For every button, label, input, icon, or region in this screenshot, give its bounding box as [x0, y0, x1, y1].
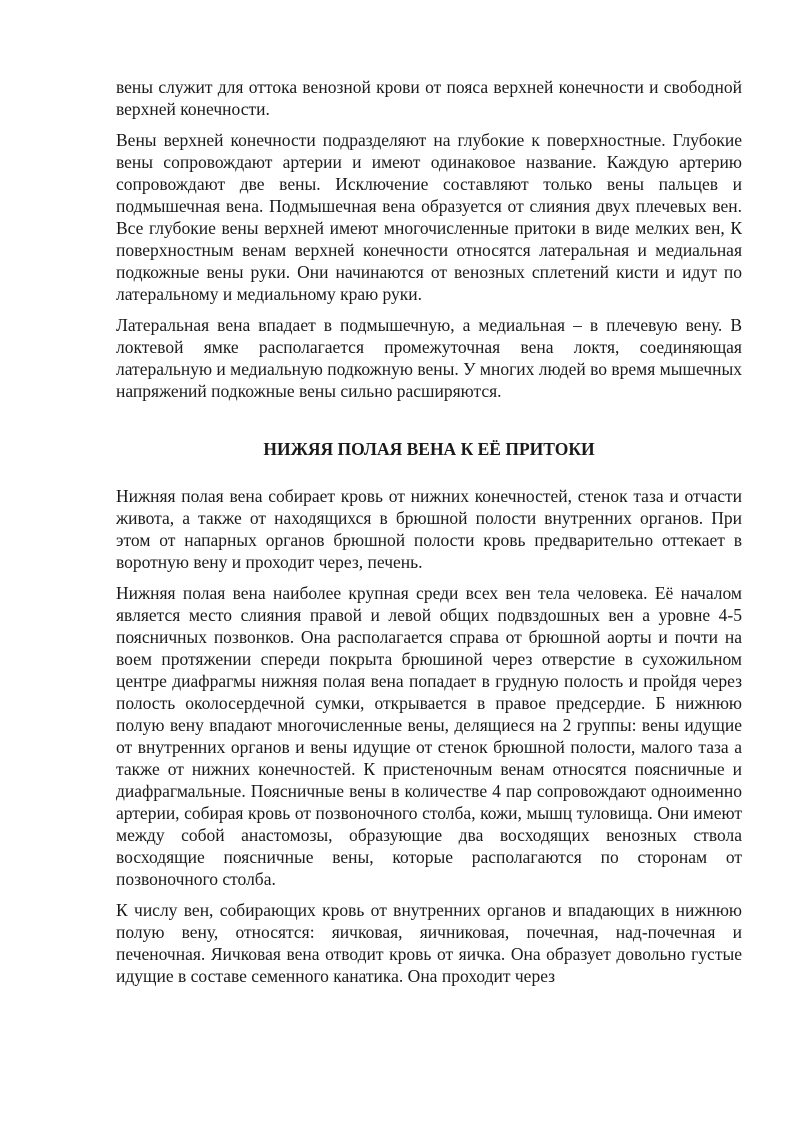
document-page [116, 76, 742, 996]
paragraph-ivc-visceral-veins: К числу вен, собирающих кровь от внутренних органов и впадающих в нижнюю полую вену, относятся: яичковая, яичниковая, почечная, над-почечная и печеночная. Яичковая вена отводит кровь от яичка. Она образует довольно густые идущие в составе семенного канатика. Она проходит через [116, 900, 742, 986]
paragraph-upper-limb-veins-end: вены служит для оттока венозной крови от пояса верхней конечности и свободной верхней конечности. [116, 77, 742, 119]
paragraph-ivc-collects: Нижняя полая вена собирает кровь от нижних конечностей, стенок таза и отчасти живота, а также от находящихся в брюшной полости внутренних органов. При этом от напарных органов брюшной полости кровь предварительно оттекает в воротную вену и проходит через, печень. [116, 486, 742, 572]
paragraph-upper-limb-veins-lateral: Латеральная вена впадает в подмышечную, а медиальная – в плечевую вену. В локтевой ямке располагается промежуточная вена локтя, соединяющая латеральную и медиальную подкожную вены. У многих людей во время мышечных напряжений подкожные вены сильно расширяются. [116, 315, 742, 401]
paragraph-upper-limb-veins-types: Вены верхней конечности подразделяют на глубокие к поверхностные. Глубокие вены сопровождают артерии и имеют одинаковое название. Каждую артерию сопровождают две вены. Исключение составляют только вены пальцев и подмышечная вена. Подмышечная вена образуется от слияния двух плечевых вен. Все глубокие вены верхней имеют многочисленные притоки в виде мелких вен, К поверхностным венам верхней конечности относятся латеральная и медиальная подкожные вены руки. Они начинаются от венозных сплетений кисти и идут по латеральному и медиальному краю руки. [116, 130, 742, 304]
paragraph-ivc-description: Нижняя полая вена наиболее крупная среди всех вен тела человека. Её началом является место слияния правой и левой общих подвздошных вен а уровне 4-5 поясничных позвонков. Она располагается справа от брюшной аорты и почти на воем протяжении спереди покрыта брюшиной через отверстие в сухожильном центре диафрагмы нижняя полая вена попадает в грудную полость и пройдя через полость околосердечной сумки, открывается в правое предсердие. Б нижнюю полую вену впадают многочисленные вены, делящиеся на 2 группы: вены идущие от внутренних органов и вены идущие от стенок брюшной полости, малого таза а также от нижних конечностей. К пристеночным венам относятся поясничные и диафрагмальные. Поясничные вены в количестве 4 пар сопровождают одноименно артерии, собирая кровь от позвоночного столба, кожи, мышц туловища. Они имеют между собой анастомозы, образующие два восходящих венозных ствола восходящие поясничные вены, которые располагаются по сторонам от позвоночного столба. [116, 583, 742, 889]
section-heading-inferior-vena-cava: НИЖЯЯ ПОЛАЯ ВЕНА К ЕЁ ПРИТОКИ [263, 439, 595, 459]
